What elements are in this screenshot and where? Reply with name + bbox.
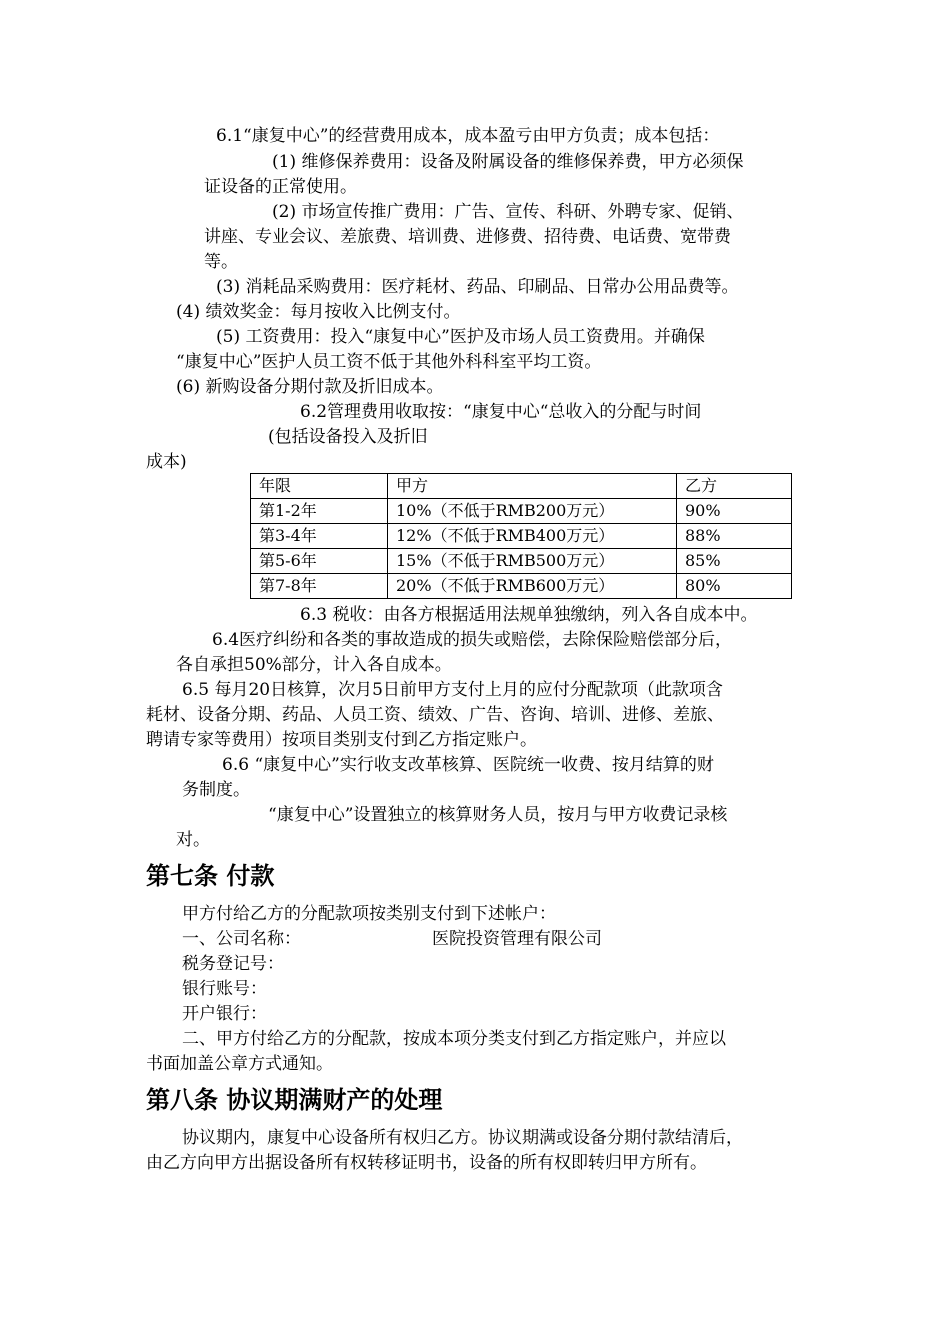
clause-6-4-line-2: 各自承担50%部分，计入各自成本。 bbox=[176, 655, 452, 675]
item-2-line-2: 讲座、专业会议、差旅费、培训费、进修费、招待费、电话费、宽带费 bbox=[204, 227, 731, 247]
company-name-label: 一、公司名称： bbox=[182, 929, 301, 949]
table-cell: 85% bbox=[677, 549, 792, 574]
clause-6-5-line-1: 6.5 每月20日核算，次月5日前甲方支付上月的应付分配款项（此款项含 bbox=[182, 680, 723, 700]
item-5-line-1: (5) 工资费用：投入“康复中心”医护及市场人员工资费用。并确保 bbox=[216, 327, 705, 347]
item-5-line-2: “康复中心”医护人员工资不低于其他外科科室平均工资。 bbox=[176, 352, 602, 372]
clause-6-5-line-2: 耗材、设备分期、药品、人员工资、绩效、广告、咨询、培训、进修、差旅、 bbox=[146, 705, 724, 725]
table-cell: 12%（不低于RMB400万元） bbox=[388, 524, 677, 549]
table-cell: 10%（不低于RMB200万元） bbox=[388, 499, 677, 524]
item-1-line-2: 证设备的正常使用。 bbox=[204, 177, 357, 197]
section-7-clause-2-line-1: 二、甲方付给乙方的分配款，按成本项分类支付到乙方指定账户，并应以 bbox=[182, 1029, 726, 1049]
table-cell: 80% bbox=[677, 574, 792, 599]
clause-6-2-line-3: 成本) bbox=[146, 452, 187, 472]
allocation-table bbox=[250, 473, 792, 599]
table-cell: 20%（不低于RMB600万元） bbox=[388, 574, 677, 599]
section-7-clause-2-line-2: 书面加盖公章方式通知。 bbox=[146, 1054, 333, 1074]
table-header-cell: 乙方 bbox=[677, 474, 792, 499]
item-2-line-1: (2) 市场宣传推广费用：广告、宣传、科研、外聘专家、促销、 bbox=[272, 202, 744, 222]
tax-number-label: 税务登记号： bbox=[182, 954, 284, 974]
section-7-heading: 第七条 付款 bbox=[146, 862, 275, 890]
clause-6-6-line-3: “康复中心”设置独立的核算财务人员，按月与甲方收费记录核 bbox=[268, 805, 728, 825]
table-row bbox=[251, 524, 792, 549]
table-header-cell: 甲方 bbox=[388, 474, 677, 499]
table-cell: 88% bbox=[677, 524, 792, 549]
clause-6-6-line-1: 6.6 “康复中心”实行收支改革核算、医院统一收费、按月结算的财 bbox=[222, 755, 714, 775]
clause-6-6-line-4: 对。 bbox=[176, 830, 210, 850]
table-cell: 第1-2年 bbox=[251, 499, 388, 524]
clause-6-5-line-3: 聘请专家等费用）按项目类别支付到乙方指定账户。 bbox=[146, 730, 537, 750]
section-8-line-1: 协议期内，康复中心设备所有权归乙方。协议期满或设备分期付款结清后， bbox=[182, 1128, 743, 1148]
table-row bbox=[251, 499, 792, 524]
table-header-row bbox=[251, 474, 792, 499]
bank-name-label: 开户银行： bbox=[182, 1004, 267, 1024]
table-row bbox=[251, 549, 792, 574]
clause-6-2-line-2: (包括设备投入及折旧 bbox=[268, 427, 428, 447]
item-3: (3) 消耗品采购费用：医疗耗材、药品、印刷品、日常办公用品费等。 bbox=[216, 277, 739, 297]
section-8-heading: 第八条 协议期满财产的处理 bbox=[146, 1086, 443, 1114]
item-1-line-1: (1) 维修保养费用：设备及附属设备的维修保养费，甲方必须保 bbox=[272, 152, 744, 172]
bank-account-label: 银行账号： bbox=[182, 979, 267, 999]
item-6: (6) 新购设备分期付款及折旧成本。 bbox=[176, 377, 444, 397]
clause-6-4-line-1: 6.4医疗纠纷和各类的事故造成的损失或赔偿，去除保险赔偿部分后， bbox=[212, 630, 733, 650]
table-cell: 第7-8年 bbox=[251, 574, 388, 599]
table-cell: 第3-4年 bbox=[251, 524, 388, 549]
table-header-cell: 年限 bbox=[251, 474, 388, 499]
clause-6-1: 6.1“康复中心”的经营费用成本，成本盈亏由甲方负责；成本包括： bbox=[216, 126, 720, 146]
clause-6-3: 6.3 税收：由各方根据适用法规单独缴纳，列入各自成本中。 bbox=[300, 605, 758, 625]
clause-6-2-line-1: 6.2管理费用收取按：“康复中心“总收入的分配与时间 bbox=[300, 402, 702, 422]
item-4: (4) 绩效奖金：每月按收入比例支付。 bbox=[176, 302, 461, 322]
section-8-line-2: 由乙方向甲方出据设备所有权转移证明书，设备的所有权即转归甲方所有。 bbox=[146, 1153, 707, 1173]
company-name-value: 医院投资管理有限公司 bbox=[432, 929, 602, 949]
table-cell: 第5-6年 bbox=[251, 549, 388, 574]
section-7-intro: 甲方付给乙方的分配款项按类别支付到下述帐户： bbox=[182, 904, 556, 924]
table-row bbox=[251, 574, 792, 599]
table-cell: 15%（不低于RMB500万元） bbox=[388, 549, 677, 574]
item-2-line-3: 等。 bbox=[204, 252, 238, 272]
table-cell: 90% bbox=[677, 499, 792, 524]
clause-6-6-line-2: 务制度。 bbox=[182, 780, 250, 800]
